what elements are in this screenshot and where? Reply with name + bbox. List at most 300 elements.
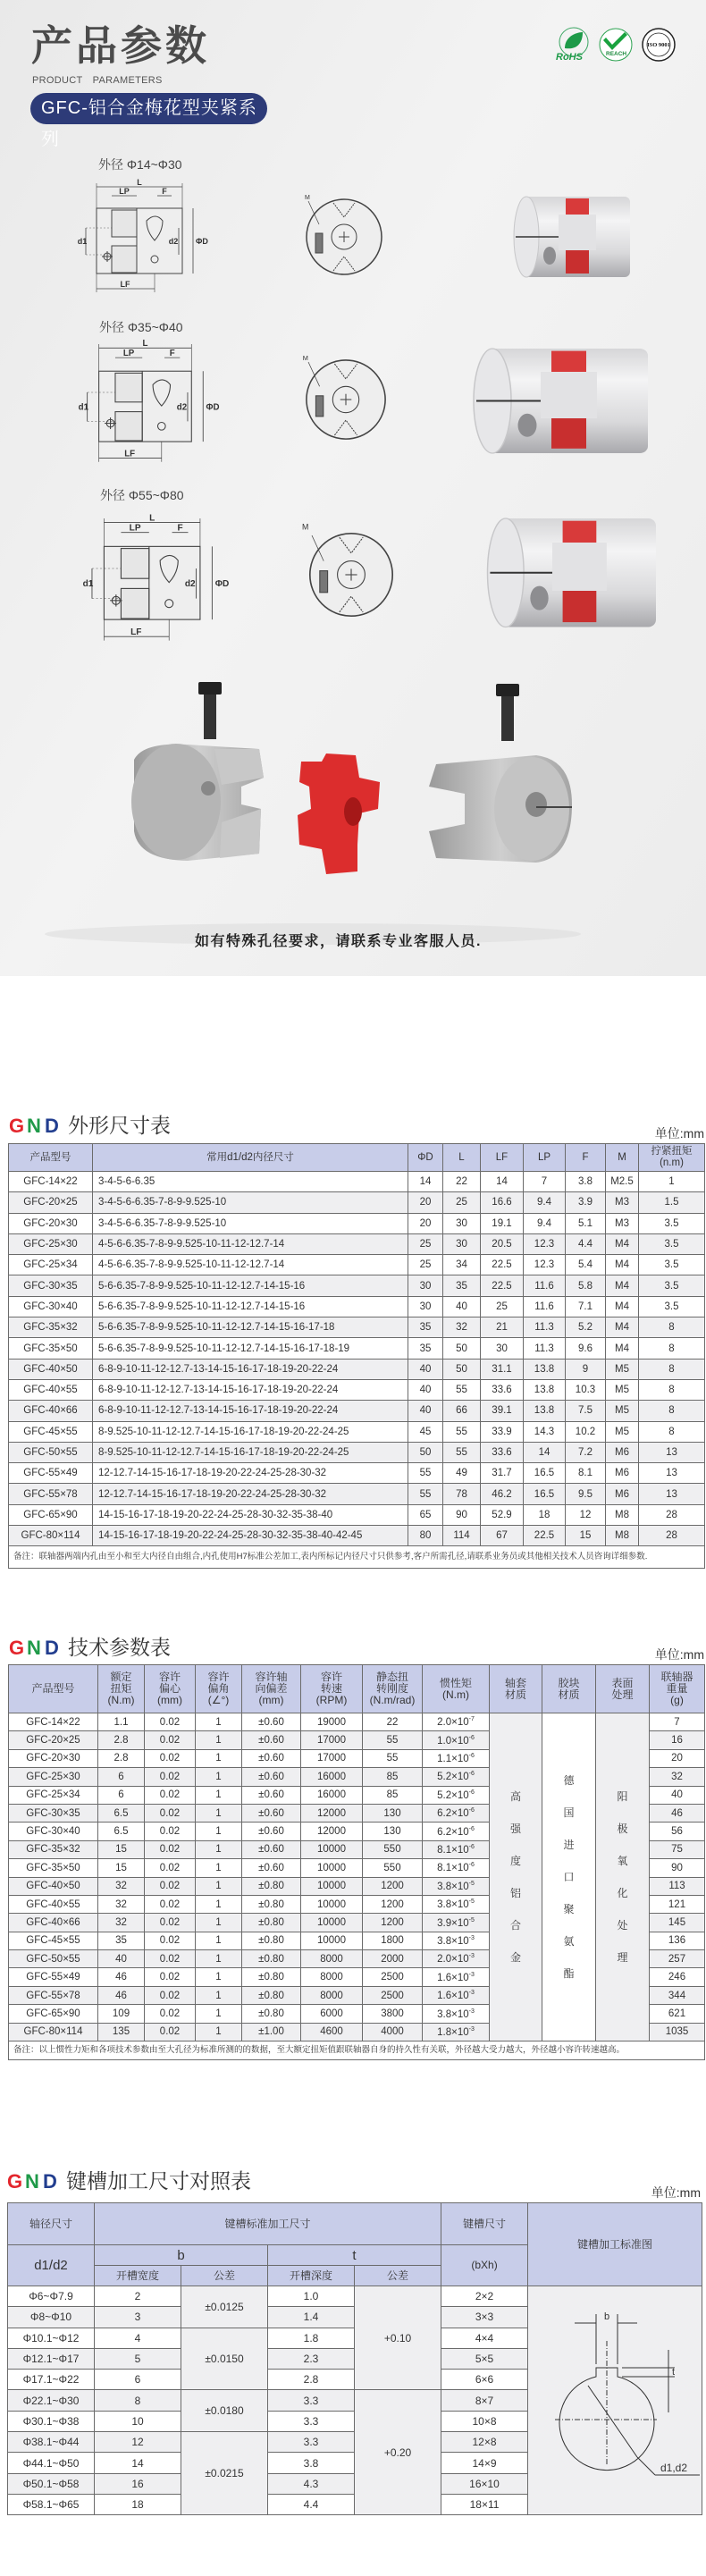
dim-cell: GFC-55×49 [9, 1463, 93, 1484]
inertia-exponent: -3 [468, 1934, 475, 1941]
gnd-logo-icon [9, 1636, 63, 1659]
dim-cell: 20 [408, 1213, 443, 1233]
header-key-size: 键槽尺寸 [441, 2203, 528, 2245]
tech-cell: 1200 [363, 1914, 423, 1932]
t-tolerance-cell: +0.20 [355, 2390, 441, 2515]
tech-cell: 15 [98, 1859, 145, 1877]
tech-cell: 1200 [363, 1877, 423, 1895]
dim-cell: M6 [606, 1463, 639, 1484]
table-row [9, 1421, 705, 1442]
slot-depth-cell: 4.3 [268, 2473, 355, 2494]
tech-cell: ±0.60 [242, 1804, 301, 1822]
tech-cell: 10000 [301, 1932, 363, 1949]
technical-parameters-table [8, 1664, 705, 2060]
inertia-mantissa: 8.1×10 [437, 1844, 469, 1856]
tech-cell: 6000 [301, 2005, 363, 2023]
header-b-width: 开槽宽度 [95, 2266, 181, 2286]
dim-cell: GFC-65×90 [9, 1504, 93, 1525]
tech-header-9: 胶块 材质 [542, 1665, 596, 1713]
tech-cell: GFC-25×34 [9, 1786, 98, 1804]
svg-text:d2: d2 [176, 402, 188, 413]
inertia-cell [423, 1877, 490, 1895]
dim-cell: 9.6 [566, 1338, 606, 1359]
tech-cell: GFC-45×55 [9, 1932, 98, 1949]
weight-cell: 75 [650, 1840, 705, 1858]
tech-cell: 32 [98, 1895, 145, 1913]
dim-cell: 25 [481, 1296, 524, 1317]
dim-cell: 50 [443, 1338, 481, 1359]
dim-cell: 11.3 [524, 1317, 566, 1338]
inertia-cell [423, 2005, 490, 2023]
dim-cell: 14 [481, 1172, 524, 1192]
inertia-cell [423, 1840, 490, 1858]
dim-cell: 33.6 [481, 1379, 524, 1400]
weight-cell: 113 [650, 1877, 705, 1895]
header-b-tol: 公差 [181, 2266, 268, 2286]
dim-cell: 3.8 [566, 1172, 606, 1192]
tech-cell: ±0.80 [242, 1950, 301, 1968]
slot-width-cell: 6 [95, 2370, 181, 2390]
tech-cell: ±0.60 [242, 1768, 301, 1786]
tech-cell: 2.8 [98, 1749, 145, 1767]
tech-cell: 1 [196, 2005, 242, 2023]
dim-cell: 10.3 [566, 1379, 606, 1400]
dim-cell: M3 [606, 1213, 639, 1233]
keyway-figure-cell [528, 2286, 702, 2515]
tech-cell: 0.02 [145, 1713, 196, 1731]
inertia-cell [423, 1986, 490, 2004]
custom-bore-caption: 如有特殊孔径要求，请联系专业客服人员. [195, 934, 482, 949]
tech-cell: ±0.60 [242, 1713, 301, 1731]
tech-cell: GFC-40×66 [9, 1914, 98, 1932]
dim-cell: 3.5 [639, 1213, 705, 1233]
tech-cell: 10000 [301, 1895, 363, 1913]
inertia-exponent: -3 [468, 1971, 475, 1978]
tech-cell: 130 [363, 1804, 423, 1822]
tech-cell: ±0.60 [242, 1859, 301, 1877]
tech-cell: ±0.80 [242, 1986, 301, 2004]
key-size-cell: 2×2 [441, 2286, 528, 2307]
dim-cell: 3.9 [566, 1192, 606, 1213]
dim-cell: 30 [443, 1233, 481, 1254]
table-row [9, 1504, 705, 1525]
dim-cell: 13 [639, 1463, 705, 1484]
dim-cell: 35 [443, 1275, 481, 1296]
tech-cell: 1 [196, 1877, 242, 1895]
dim-cell: 66 [443, 1401, 481, 1421]
dim-cell: GFC-14×22 [9, 1172, 93, 1192]
dim-cell: GFC-40×50 [9, 1359, 93, 1379]
slot-width-cell: 16 [95, 2473, 181, 2494]
tech-cell: 85 [363, 1768, 423, 1786]
weight-cell: 344 [650, 1986, 705, 2004]
dim-cell: 1.5 [639, 1192, 705, 1213]
svg-text:REACH: REACH [606, 51, 627, 57]
dim-cell: 50 [443, 1359, 481, 1379]
dim-cell: 8-9.525-10-11-12-12.7-14-15-16-17-18-19-20-22-24-25 [93, 1442, 408, 1462]
dim-cell: 30 [408, 1296, 443, 1317]
inertia-mantissa: 6.2×10 [437, 1808, 469, 1820]
dim-cell: 4-5-6-6.35-7-8-9-9.525-10-11-12-12.7-14 [93, 1233, 408, 1254]
inertia-exponent: -3 [468, 1990, 475, 1997]
sleeve-material-cell [490, 1713, 542, 2041]
tech-cell: 1 [196, 1895, 242, 1913]
tech-table-note: 备注：以上惯性力矩和各项技术参数由至大孔径为标准所测的的数据，至大额定扭矩值跟联轴器自身的持久性有关联，外径越大受力越大，外径越小容许转速越高。 [9, 2041, 705, 2060]
weight-cell: 46 [650, 1804, 705, 1822]
table-row [9, 1463, 705, 1484]
tech-cell: 6 [98, 1786, 145, 1804]
svg-text:d1: d1 [82, 579, 94, 590]
inertia-exponent: -3 [468, 2008, 475, 2015]
dim-cell: 67 [481, 1526, 524, 1546]
dim-cell: 114 [443, 1526, 481, 1546]
dim-cell: 12-12.7-14-15-16-17-18-19-20-22-24-25-28-30-32 [93, 1463, 408, 1484]
table-row [9, 1296, 705, 1317]
tech-cell: 1 [196, 1986, 242, 2004]
tech-cell: 85 [363, 1786, 423, 1804]
dim-cell: M5 [606, 1401, 639, 1421]
inertia-mantissa: 1.0×10 [437, 1735, 469, 1747]
inertia-exponent: -6 [468, 1771, 475, 1778]
table-row [8, 2286, 702, 2307]
dim-cell: 12.3 [524, 1233, 566, 1254]
dim-cell: 55 [408, 1463, 443, 1484]
inertia-mantissa: 1.6×10 [437, 1972, 469, 1983]
tech-cell: 17000 [301, 1749, 363, 1767]
svg-text:d2: d2 [184, 579, 196, 590]
dim-cell: 5.4 [566, 1255, 606, 1275]
tech-cell: 2.8 [98, 1731, 145, 1749]
tech-cell: 2500 [363, 1986, 423, 2004]
slot-width-cell: 14 [95, 2453, 181, 2473]
tech-cell: 0.02 [145, 1877, 196, 1895]
svg-text:L: L [137, 178, 142, 187]
svg-text:ISO 9001: ISO 9001 [647, 42, 670, 48]
tech-cell: ±1.00 [242, 2023, 301, 2041]
tech-cell: 0.02 [145, 1804, 196, 1822]
dimension-table [8, 1143, 705, 1569]
dim-cell: 12.3 [524, 1255, 566, 1275]
tech-cell: 4000 [363, 2023, 423, 2041]
dim-cell: 19.1 [481, 1213, 524, 1233]
dim-cell: 55 [443, 1442, 481, 1462]
inertia-exponent: -6 [468, 1753, 475, 1760]
dim-cell: 8 [639, 1317, 705, 1338]
tech-cell: 1 [196, 1713, 242, 1731]
weight-cell: 621 [650, 2005, 705, 2023]
tech-cell: ±0.80 [242, 2005, 301, 2023]
inertia-exponent: -6 [468, 1844, 475, 1851]
dim-header-2: ΦD [408, 1144, 443, 1172]
dim-cell: GFC-35×32 [9, 1317, 93, 1338]
inertia-mantissa: 3.9×10 [437, 1917, 469, 1929]
tech-cell: 1 [196, 1731, 242, 1749]
dim-cell: 13.8 [524, 1379, 566, 1400]
tech-cell: 16000 [301, 1786, 363, 1804]
tech-cell: 15 [98, 1840, 145, 1858]
shaft-range-cell: Φ30.1~Φ38 [8, 2411, 95, 2431]
dim-cell: 80 [408, 1526, 443, 1546]
inertia-mantissa: 2.0×10 [437, 1954, 469, 1966]
dim-cell: 3.5 [639, 1233, 705, 1254]
spider-material-cell [542, 1713, 596, 2041]
dim-cell: GFC-30×35 [9, 1275, 93, 1296]
dim-cell: M6 [606, 1442, 639, 1462]
slot-width-cell: 4 [95, 2328, 181, 2348]
tech-cell: GFC-25×30 [9, 1768, 98, 1786]
inertia-exponent: -3 [468, 1953, 475, 1960]
tech-cell: 1 [196, 2023, 242, 2041]
dim-cell: 5.2 [566, 1317, 606, 1338]
dim-cell: M4 [606, 1255, 639, 1275]
svg-text:ΦD: ΦD [196, 237, 208, 246]
tech-cell: ±0.80 [242, 1932, 301, 1949]
inertia-exponent: -7 [468, 1716, 475, 1723]
inertia-exponent: -5 [468, 1880, 475, 1887]
key-size-cell: 3×3 [441, 2307, 528, 2328]
weight-cell: 40 [650, 1786, 705, 1804]
dim-cell: 20.5 [481, 1233, 524, 1254]
dim-cell: 14-15-16-17-18-19-20-22-24-25-28-30-32-35-38-40 [93, 1504, 408, 1525]
inertia-exponent: -6 [468, 1734, 475, 1741]
tech-cell: GFC-65×90 [9, 2005, 98, 2023]
slot-depth-cell: 3.8 [268, 2453, 355, 2473]
tech-cell: 10000 [301, 1914, 363, 1932]
key-size-cell: 6×6 [441, 2370, 528, 2390]
weight-cell: 32 [650, 1768, 705, 1786]
dim-cell: 33.6 [481, 1442, 524, 1462]
range-label-large: 外径 Φ55~Φ80 [100, 488, 184, 502]
inertia-mantissa: 1.1×10 [437, 1753, 469, 1764]
dim-table-title: 外形尺寸表 [68, 1114, 171, 1137]
dim-cell: 25 [408, 1233, 443, 1254]
dim-cell: M4 [606, 1233, 639, 1254]
tech-cell: 1 [196, 1804, 242, 1822]
header-bxh: (bXh) [441, 2245, 528, 2286]
tech-cell: 0.02 [145, 1731, 196, 1749]
coupling-photo-medium [474, 349, 648, 453]
tech-header-10: 表面 处理 [596, 1665, 650, 1713]
svg-text:M: M [305, 195, 310, 201]
dim-cell: GFC-20×30 [9, 1213, 93, 1233]
svg-text:d1: d1 [78, 402, 88, 413]
dim-cell: 9.5 [566, 1484, 606, 1504]
dim-cell: 5.8 [566, 1275, 606, 1296]
dim-cell: 78 [443, 1484, 481, 1504]
tech-cell: GFC-50×55 [9, 1950, 98, 1968]
weight-cell: 121 [650, 1895, 705, 1913]
dim-cell: 49 [443, 1463, 481, 1484]
b-tolerance-cell: ±0.0215 [181, 2432, 268, 2515]
coupling-photo-small [514, 197, 630, 277]
tech-cell: GFC-55×49 [9, 1968, 98, 1986]
dim-cell: 5-6-6.35-7-8-9-9.525-10-11-12-12.7-14-15-16-17-18 [93, 1317, 408, 1338]
dim-cell: 50 [408, 1442, 443, 1462]
tech-cell: 130 [363, 1823, 423, 1840]
inertia-mantissa: 8.1×10 [437, 1863, 469, 1874]
slot-width-cell: 10 [95, 2411, 181, 2431]
dim-cell: 3-4-5-6-6.35-7-8-9-9.525-10 [93, 1213, 408, 1233]
svg-text:D: D [43, 2170, 57, 2193]
inertia-exponent: -3 [468, 2025, 475, 2033]
tech-cell: 1 [196, 1859, 242, 1877]
slot-depth-cell: 3.3 [268, 2390, 355, 2411]
svg-text:RoHS: RoHS [556, 52, 583, 63]
dim-cell: 7.5 [566, 1401, 606, 1421]
tech-cell: 0.02 [145, 2005, 196, 2023]
key-size-cell: 10×8 [441, 2411, 528, 2431]
tech-cell: 35 [98, 1932, 145, 1949]
dim-cell: 55 [408, 1484, 443, 1504]
product-photos [0, 0, 706, 976]
dim-cell: M3 [606, 1192, 639, 1213]
dim-header-4: LF [481, 1144, 524, 1172]
dim-cell: M4 [606, 1317, 639, 1338]
dim-cell: 22.5 [524, 1526, 566, 1546]
dim-header-6: F [566, 1144, 606, 1172]
tech-header-2: 容许 偏心 (mm) [145, 1665, 196, 1713]
tech-header-7: 惯性矩 (N.m) [423, 1665, 490, 1713]
tech-cell: ±0.60 [242, 1731, 301, 1749]
dim-cell: 11.3 [524, 1338, 566, 1359]
dim-header-3: L [443, 1144, 481, 1172]
dim-cell: M8 [606, 1526, 639, 1546]
dim-cell: GFC-35×50 [9, 1338, 93, 1359]
weight-cell: 7 [650, 1713, 705, 1731]
dim-cell: 30 [481, 1338, 524, 1359]
dim-cell: 52.9 [481, 1504, 524, 1525]
dim-cell: 15 [566, 1526, 606, 1546]
tech-cell: 2000 [363, 1950, 423, 1968]
tech-cell: 1 [196, 1914, 242, 1932]
header-t-tol: 公差 [355, 2266, 441, 2286]
tech-cell: 1800 [363, 1932, 423, 1949]
key-size-cell: 4×4 [441, 2328, 528, 2348]
inertia-cell [423, 1749, 490, 1767]
shaft-range-cell: Φ10.1~Φ12 [8, 2328, 95, 2348]
dim-cell: 16.5 [524, 1463, 566, 1484]
tech-cell: 16000 [301, 1768, 363, 1786]
svg-text:L: L [149, 513, 155, 524]
inertia-cell [423, 2023, 490, 2041]
dim-cell: 7.2 [566, 1442, 606, 1462]
tech-header-1: 额定 扭矩 (N.m) [98, 1665, 145, 1713]
exploded-view-photo [45, 682, 581, 945]
dim-cell: 45 [408, 1421, 443, 1442]
tech-cell: 4600 [301, 2023, 363, 2041]
tech-cell: GFC-20×30 [9, 1749, 98, 1767]
tech-cell: 32 [98, 1877, 145, 1895]
tech-table-title: 技术参数表 [68, 1636, 171, 1659]
tech-cell: ±0.80 [242, 1895, 301, 1913]
dim-cell: 22.5 [481, 1255, 524, 1275]
svg-text:LF: LF [120, 280, 130, 289]
header-shaft: 轴径尺寸 [8, 2203, 95, 2245]
dim-cell: M4 [606, 1338, 639, 1359]
inertia-cell [423, 1932, 490, 1949]
surface-treatment-cell [596, 1713, 650, 2041]
tech-cell: ±0.80 [242, 1877, 301, 1895]
tech-cell: 8000 [301, 1950, 363, 1968]
dim-cell: 16.5 [524, 1484, 566, 1504]
dim-cell: 6-8-9-10-11-12-12.7-13-14-15-16-17-18-19-20-22-24 [93, 1379, 408, 1400]
dim-cell: 3-4-5-6-6.35 [93, 1172, 408, 1192]
tech-cell: 0.02 [145, 1986, 196, 2004]
shaft-range-cell: Φ38.1~Φ44 [8, 2432, 95, 2453]
shaft-range-cell: Φ6~Φ7.9 [8, 2286, 95, 2307]
series-badge: GFC-铝合金梅花型夹紧系列 [30, 93, 267, 124]
tech-cell: 0.02 [145, 1895, 196, 1913]
b-tolerance-cell: ±0.0125 [181, 2286, 268, 2328]
header-t-depth: 开槽深度 [268, 2266, 355, 2286]
t-tolerance-cell: +0.10 [355, 2286, 441, 2390]
inertia-cell [423, 1713, 490, 1731]
slot-depth-cell: 2.8 [268, 2370, 355, 2390]
tech-cell: ±0.80 [242, 1968, 301, 1986]
dim-cell: M8 [606, 1504, 639, 1525]
svg-text:F: F [177, 523, 183, 534]
shaft-range-cell: Φ50.1~Φ58 [8, 2473, 95, 2494]
weight-cell: 246 [650, 1968, 705, 1986]
inertia-mantissa: 1.8×10 [437, 2026, 469, 2038]
tech-cell: GFC-30×40 [9, 1823, 98, 1840]
dim-cell: 6-8-9-10-11-12-12.7-13-14-15-16-17-18-19-20-22-24 [93, 1359, 408, 1379]
inertia-cell [423, 1968, 490, 1986]
table-row [9, 1359, 705, 1379]
tech-cell: 10000 [301, 1859, 363, 1877]
tech-cell: 1.1 [98, 1713, 145, 1731]
inertia-cell [423, 1804, 490, 1822]
inertia-cell [423, 1950, 490, 1968]
table-row [9, 1379, 705, 1400]
dim-cell: 14-15-16-17-18-19-20-22-24-25-28-30-32-35-38-40-42-45 [93, 1526, 408, 1546]
dim-cell: 8 [639, 1401, 705, 1421]
dim-cell: 28 [639, 1526, 705, 1546]
inertia-cell [423, 1895, 490, 1913]
dim-cell: M4 [606, 1296, 639, 1317]
keyway-table [7, 2202, 702, 2515]
tech-cell: GFC-30×35 [9, 1804, 98, 1822]
note-row [9, 1546, 705, 1569]
svg-text:LF: LF [124, 449, 136, 459]
dim-cell: 14 [408, 1172, 443, 1192]
tech-cell: 17000 [301, 1731, 363, 1749]
tech-cell: ±0.60 [242, 1786, 301, 1804]
fig-label-b: b [603, 2311, 610, 2323]
dim-cell: GFC-30×40 [9, 1296, 93, 1317]
table-row [9, 1317, 705, 1338]
table-row [9, 1255, 705, 1275]
tech-cell: GFC-55×78 [9, 1986, 98, 2004]
tech-cell: 1 [196, 1932, 242, 1949]
dim-cell: 10.2 [566, 1421, 606, 1442]
dim-cell: 40 [408, 1401, 443, 1421]
svg-text:ΦD: ΦD [214, 579, 230, 590]
key-table-heading [7, 2168, 251, 2193]
tech-header-6: 静态扭 转刚度 (N.m/rad) [363, 1665, 423, 1713]
tech-cell: 0.02 [145, 1749, 196, 1767]
tech-header-3: 容许 偏角 (∠°) [196, 1665, 242, 1713]
dim-cell: 12-12.7-14-15-16-17-18-19-20-22-24-25-28-30-32 [93, 1484, 408, 1504]
slot-depth-cell: 4.4 [268, 2494, 355, 2514]
tech-cell: 10000 [301, 1877, 363, 1895]
tech-cell: GFC-20×25 [9, 1731, 98, 1749]
dim-table-heading [9, 1113, 171, 1138]
weight-cell: 145 [650, 1914, 705, 1932]
svg-text:d2: d2 [168, 237, 179, 246]
tech-cell: 1 [196, 1749, 242, 1767]
tech-cell: 0.02 [145, 1859, 196, 1877]
